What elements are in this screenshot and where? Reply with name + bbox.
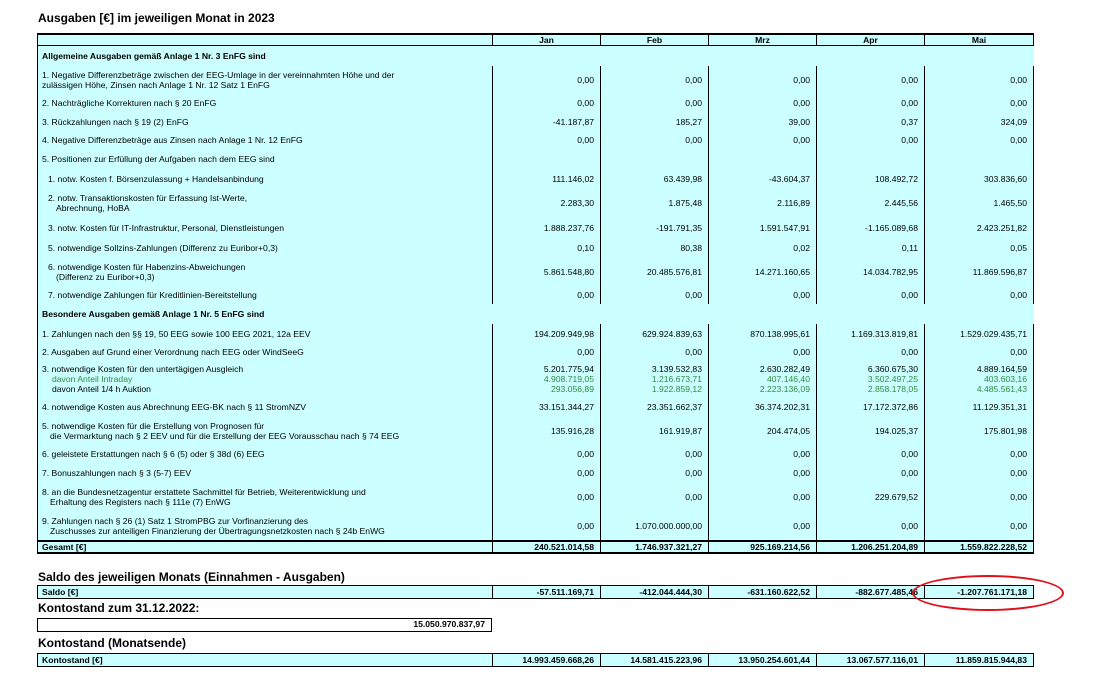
value-cell: 0,00 — [817, 512, 925, 541]
row-label-line: 5. notwendige Kosten für die Erstellung von Prognosen für — [42, 421, 265, 431]
value-cell: 0,00 — [493, 66, 601, 95]
header-row — [38, 34, 1034, 46]
value-line: 2.858.178,05 — [867, 383, 918, 394]
value-cell: 0,00 — [709, 446, 817, 463]
row-label: Gesamt [€] — [38, 541, 493, 553]
table-row — [38, 463, 1034, 483]
table-row — [38, 218, 1034, 238]
value-cell: 0,00 — [925, 132, 1034, 149]
value-cell: 0,00 — [709, 344, 817, 361]
table-row — [38, 512, 1034, 541]
value-cell: -631.160.622,52 — [709, 586, 817, 599]
row-label-line: (Differenz zu Euribor+0,3) — [56, 272, 155, 282]
table-row — [38, 189, 1034, 218]
value-cell: 23.351.662,37 — [601, 397, 709, 417]
row-label-line: Abrechnung, HoBA — [56, 203, 130, 213]
value-line: 407.146,40 — [766, 373, 810, 384]
value-line: 403.603,16 — [983, 373, 1027, 384]
value-cell: 0,00 — [601, 463, 709, 483]
table-row — [38, 169, 1034, 189]
value-cell: 194.025,37 — [817, 417, 925, 446]
value-cell: 629.924.839,63 — [601, 324, 709, 344]
value-cell — [709, 361, 817, 397]
value-cell: 2.423.251,82 — [925, 218, 1034, 238]
table-row — [38, 95, 1034, 112]
value-cell: 324,09 — [925, 112, 1034, 132]
row-label: 5. Positionen zur Erfüllung der Aufgaben nach dem EEG sind — [38, 149, 493, 169]
value-line: 293.056,89 — [550, 383, 594, 394]
value-cell: 0,00 — [493, 446, 601, 463]
value-line: 3.139.532,83 — [651, 363, 702, 374]
value-cell: 0,00 — [601, 132, 709, 149]
value-line: 4.908.719,05 — [543, 373, 594, 384]
value-cell: 240.521.014,58 — [493, 541, 601, 553]
table-row — [38, 112, 1034, 132]
value-cell: -1.165.089,68 — [817, 218, 925, 238]
row-label: 2. Nachträgliche Korrekturen nach § 20 EnFG — [38, 95, 493, 112]
month-header: Feb — [601, 34, 709, 46]
value-cell: 1.875,48 — [601, 189, 709, 218]
value-cell: 194.209.949,98 — [493, 324, 601, 344]
value-line: 4.889.164,59 — [976, 363, 1027, 374]
value-cell: 0,10 — [493, 238, 601, 258]
value-cell: -412.044.444,30 — [601, 586, 709, 599]
value-cell: 0,00 — [817, 95, 925, 112]
row-label: 6. geleistete Erstattungen nach § 6 (5) oder § 38d (6) EEG — [38, 446, 493, 463]
value-cell: 14.271.160,65 — [709, 258, 817, 287]
value-cell: 0,00 — [817, 463, 925, 483]
header-label-cell — [38, 34, 493, 46]
value-cell: -41.187,87 — [493, 112, 601, 132]
row-label-line: zulässigen Höhe, Zinsen nach Anlage 1 Nr. 12 Satz 1 EnFG — [42, 80, 270, 90]
value-cell: 161.919,87 — [601, 417, 709, 446]
value-cell: 0,37 — [817, 112, 925, 132]
value-cell: 0,00 — [709, 132, 817, 149]
row-label: 4. notwendige Kosten aus Abrechnung EEG-BK nach § 11 StromNZV — [38, 397, 493, 417]
value-cell: 0,00 — [925, 287, 1034, 304]
kontostand-monat-title: Kontostand (Monatsende) — [38, 636, 186, 650]
table-row — [38, 132, 1034, 149]
row-label — [38, 189, 493, 218]
page-title: Ausgaben [€] im jeweiligen Monat in 2023 — [38, 11, 275, 25]
row-label — [38, 483, 493, 512]
row-label-line: davon Anteil Intraday — [52, 373, 133, 384]
row-label-line: 2. notw. Transaktionskosten für Erfassung Ist-Werte, — [48, 193, 248, 203]
value-cell: 33.151.344,27 — [493, 397, 601, 417]
kontostand-start-value: 15.050.970.837,97 — [37, 618, 492, 632]
value-cell: -57.511.169,71 — [493, 586, 601, 599]
value-cell: 0,00 — [709, 483, 817, 512]
value-cell: 80,38 — [601, 238, 709, 258]
value-cell: 2.116,89 — [709, 189, 817, 218]
row-label-line: 1. Negative Differenzbeträge zwischen der EEG-Umlage in der vereinnahmten Höhe und der — [42, 70, 395, 80]
value-line: 6.360.675,30 — [867, 363, 918, 374]
value-cell: 229.679,52 — [817, 483, 925, 512]
value-cell: 1.559.822.228,52 — [925, 541, 1034, 553]
row-label-line: 9. Zahlungen nach § 26 (1) Satz 1 StromPBG zur Vorfinanzierung des — [42, 515, 309, 526]
value-cell: 0,00 — [925, 66, 1034, 95]
value-line: 5.201.775,94 — [543, 363, 594, 374]
row-label: 5. notwendige Sollzins-Zahlungen (Differenz zu Euribor+0,3) — [38, 238, 493, 258]
table-row — [38, 361, 1034, 397]
value-cell: 0,00 — [925, 512, 1034, 541]
empty-cell — [709, 149, 817, 169]
saldo-row — [38, 586, 1034, 599]
row-label — [38, 361, 493, 397]
table-row — [38, 149, 1034, 169]
row-label: 1. notw. Kosten f. Börsenzulassung + Handelsanbindung — [38, 169, 493, 189]
row-label-line: Zuschusses zur anteiligen Finanzierung der Übertragungsnetzkosten nach § 24b EnWG — [50, 525, 385, 536]
value-cell: 0,00 — [817, 344, 925, 361]
value-cell: 11.129.351,31 — [925, 397, 1034, 417]
value-cell: 0,00 — [493, 95, 601, 112]
section-header-row — [38, 46, 1034, 66]
value-cell: 13.950.254.601,44 — [709, 654, 817, 667]
value-cell: 0,05 — [925, 238, 1034, 258]
table-row — [38, 324, 1034, 344]
value-cell: 1.746.937.321,27 — [601, 541, 709, 553]
value-cell: 135.916,28 — [493, 417, 601, 446]
table-row — [38, 417, 1034, 446]
saldo-table — [37, 585, 1034, 599]
value-cell: -191.791,35 — [601, 218, 709, 238]
value-cell: 36.374.202,31 — [709, 397, 817, 417]
value-cell: 0,00 — [925, 483, 1034, 512]
row-label: 4. Negative Differenzbeträge aus Zinsen nach Anlage 1 Nr. 12 EnFG — [38, 132, 493, 149]
value-cell: -882.677.485,46 — [817, 586, 925, 599]
value-cell: 0,11 — [817, 238, 925, 258]
value-cell: 0,00 — [925, 446, 1034, 463]
value-line: 2.630.282,49 — [759, 363, 810, 374]
empty-cell — [817, 149, 925, 169]
value-cell: -43.604,37 — [709, 169, 817, 189]
value-cell — [493, 361, 601, 397]
value-cell: 14.581.415.223,96 — [601, 654, 709, 667]
value-cell: 1.206.251.204,89 — [817, 541, 925, 553]
value-cell: 0,00 — [493, 483, 601, 512]
section-title: Besondere Ausgaben gemäß Anlage 1 Nr. 5 EnFG sind — [38, 304, 1034, 324]
value-cell: 39,00 — [709, 112, 817, 132]
value-cell: 2.283,30 — [493, 189, 601, 218]
table-row — [38, 258, 1034, 287]
value-line: 2.223.136,09 — [759, 383, 810, 394]
value-cell: 0,00 — [709, 512, 817, 541]
section-header-row — [38, 304, 1034, 324]
month-header: Mai — [925, 34, 1034, 46]
value-cell — [925, 361, 1034, 397]
value-cell: 870.138.995,61 — [709, 324, 817, 344]
row-label-line: 6. notwendige Kosten für Habenzins-Abweichungen — [48, 262, 246, 272]
row-label: Saldo [€] — [38, 586, 493, 599]
value-cell: 20.485.576,81 — [601, 258, 709, 287]
value-cell: 111.146,02 — [493, 169, 601, 189]
value-cell: 13.067.577.116,01 — [817, 654, 925, 667]
value-cell: 14.034.782,95 — [817, 258, 925, 287]
value-cell: 0,00 — [601, 344, 709, 361]
value-cell: 0,00 — [493, 512, 601, 541]
table-row — [38, 66, 1034, 95]
value-line: 1.216.673,71 — [651, 373, 702, 384]
value-cell: 303.836,60 — [925, 169, 1034, 189]
value-cell: 0,00 — [601, 446, 709, 463]
red-highlight-ellipse — [912, 575, 1064, 611]
table-row — [38, 397, 1034, 417]
kontostand-row — [38, 654, 1034, 667]
value-cell — [601, 361, 709, 397]
kontostand-table — [37, 653, 1034, 667]
value-cell: 11.859.815.944,83 — [925, 654, 1034, 667]
value-cell: 0,00 — [709, 287, 817, 304]
kontostand-start-title: Kontostand zum 31.12.2022: — [38, 601, 200, 615]
value-cell: 0,00 — [925, 463, 1034, 483]
value-cell: 1.888.237,76 — [493, 218, 601, 238]
empty-cell — [493, 149, 601, 169]
value-cell: 1.529.029.435,71 — [925, 324, 1034, 344]
value-cell: 63.439,98 — [601, 169, 709, 189]
value-cell: 1.465,50 — [925, 189, 1034, 218]
value-cell: 2.445,56 — [817, 189, 925, 218]
row-label-line: 3. notwendige Kosten für den untertägigen Ausgleich — [42, 363, 244, 374]
value-line: 1.922.859,12 — [651, 383, 702, 394]
value-cell: 185,27 — [601, 112, 709, 132]
value-line: 3.502.497,25 — [867, 373, 918, 384]
value-cell: 108.492,72 — [817, 169, 925, 189]
value-cell: 0,00 — [601, 483, 709, 512]
table-row — [38, 446, 1034, 463]
section-title: Allgemeine Ausgaben gemäß Anlage 1 Nr. 3 EnFG sind — [38, 46, 1034, 66]
value-cell: 0,00 — [709, 66, 817, 95]
value-cell: 204.474,05 — [709, 417, 817, 446]
row-label: 2. Ausgaben auf Grund einer Verordnung nach EEG oder WindSeeG — [38, 344, 493, 361]
row-label — [38, 66, 493, 95]
empty-cell — [925, 149, 1034, 169]
value-cell: -1.207.761.171,18 — [925, 586, 1034, 599]
value-cell: 925.169.214,56 — [709, 541, 817, 553]
value-cell: 5.861.548,80 — [493, 258, 601, 287]
value-line: 4.485.561,43 — [976, 383, 1027, 394]
value-cell: 0,00 — [493, 132, 601, 149]
month-header: Mrz — [709, 34, 817, 46]
value-cell: 0,00 — [709, 463, 817, 483]
value-cell: 0,00 — [493, 344, 601, 361]
value-cell: 0,00 — [925, 344, 1034, 361]
value-cell: 0,00 — [493, 463, 601, 483]
row-label — [38, 258, 493, 287]
row-label: 1. Zahlungen nach den §§ 19, 50 EEG sowie 100 EEG 2021, 12a EEV — [38, 324, 493, 344]
month-header: Apr — [817, 34, 925, 46]
saldo-title: Saldo des jeweiligen Monats (Einnahmen - Ausgaben) — [38, 570, 345, 584]
row-label: 7. notwendige Zahlungen für Kreditlinien-Bereitstellung — [38, 287, 493, 304]
value-cell: 0,00 — [817, 132, 925, 149]
row-label-line: davon Anteil 1/4 h Auktion — [52, 383, 151, 394]
value-cell: 1.169.313.819,81 — [817, 324, 925, 344]
row-label: Kontostand [€] — [38, 654, 493, 667]
table-row — [38, 344, 1034, 361]
row-label-line: 8. an die Bundesnetzagentur erstattete Sachmittel für Betrieb, Weiterentwicklung und — [42, 487, 366, 497]
value-cell: 0,00 — [817, 446, 925, 463]
empty-cell — [601, 149, 709, 169]
value-cell: 0,00 — [601, 287, 709, 304]
value-cell: 0,00 — [817, 66, 925, 95]
row-label: 7. Bonuszahlungen nach § 3 (5-7) EEV — [38, 463, 493, 483]
value-cell: 0,00 — [709, 95, 817, 112]
table-row — [38, 238, 1034, 258]
row-label-line: die Vermarktung nach § 2 EEV und für die Erstellung der EEG Vorausschau nach § 74 EEG — [50, 431, 400, 441]
total-row — [38, 541, 1034, 553]
value-cell: 0,00 — [601, 95, 709, 112]
row-label-line: Erhaltung des Registers nach § 111e (7) EnWG — [50, 497, 231, 507]
value-cell: 0,02 — [709, 238, 817, 258]
row-label: 3. Rückzahlungen nach § 19 (2) EnFG — [38, 112, 493, 132]
expenses-table — [37, 33, 1034, 554]
value-cell: 0,00 — [601, 66, 709, 95]
value-cell — [817, 361, 925, 397]
value-cell: 11.869.596,87 — [925, 258, 1034, 287]
value-cell: 175.801,98 — [925, 417, 1034, 446]
value-cell: 0,00 — [493, 287, 601, 304]
row-label — [38, 512, 493, 541]
table-row — [38, 483, 1034, 512]
row-label: 3. notw. Kosten für IT-Infrastruktur, Personal, Dienstleistungen — [38, 218, 493, 238]
row-label — [38, 417, 493, 446]
value-cell: 14.993.459.668,26 — [493, 654, 601, 667]
value-cell: 17.172.372,86 — [817, 397, 925, 417]
table-row — [38, 287, 1034, 304]
value-cell: 0,00 — [817, 287, 925, 304]
month-header: Jan — [493, 34, 601, 46]
value-cell: 1.070.000.000,00 — [601, 512, 709, 541]
value-cell: 0,00 — [925, 95, 1034, 112]
value-cell: 1.591.547,91 — [709, 218, 817, 238]
